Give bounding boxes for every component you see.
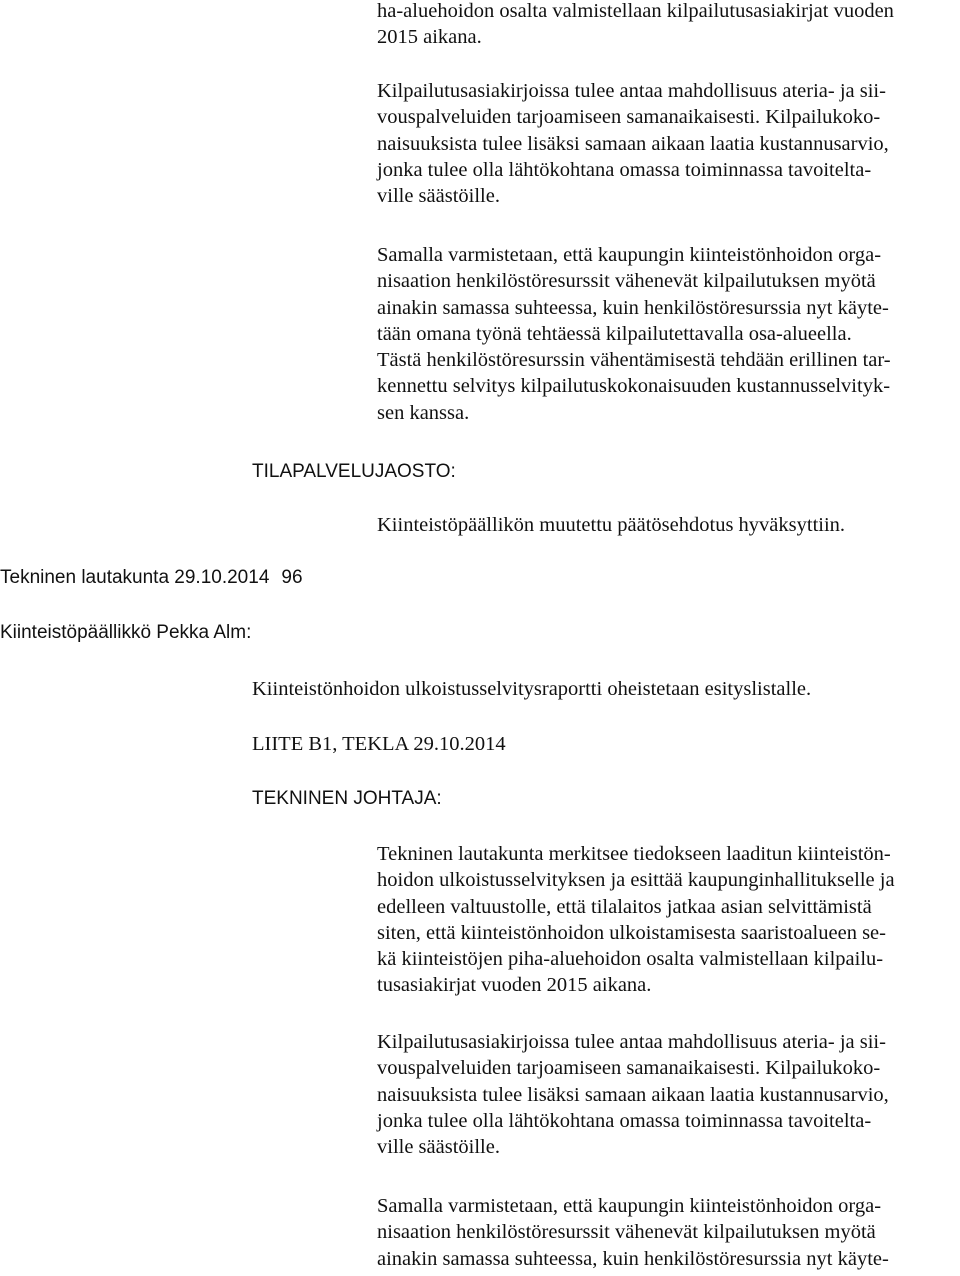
paragraph-personnel-resources: [377, 242, 891, 426]
text-line: ville säästöille.: [377, 1136, 500, 1159]
text-line: vouspalveluiden tarjoamiseen samanaikaisesti. Kilpailukoko-: [377, 1057, 881, 1080]
text-line: Samalla varmistetaan, että kaupungin kiinteistönhoidon orga-: [377, 1195, 882, 1217]
presenter-heading: Kiinteistöpäällikkö Pekka Alm:: [0, 622, 252, 643]
meeting-name: Tekninen lautakunta 29.10.2014: [0, 567, 270, 588]
text-line: kennettu selvitys kilpailutuskokonaisuuden kustannusselvityk-: [377, 375, 891, 398]
text-line: ha-aluehoidon osalta valmistellaan kilpailutusasiakirjat vuoden: [377, 0, 894, 22]
tekninen-johtaja-heading: TEKNINEN JOHTAJA:: [252, 788, 442, 809]
text-line: nisaation henkilöstöresurssit vähenevät kilpailutuksen myötä: [377, 270, 876, 293]
paragraph-competition-documents: [377, 78, 889, 209]
text-line: 2015 aikana.: [377, 26, 482, 49]
paragraph-personnel-resources-2: [377, 1193, 889, 1272]
decision-text: Kiinteistöpäällikön muutettu päätösehdotus hyväksyttiin.: [377, 514, 846, 536]
paragraph-continued: [377, 0, 894, 51]
text-line: jonka tulee olla lähtökohtana omassa toiminnassa tavoitelta-: [377, 1109, 872, 1132]
paragraph-competition-documents-2: [377, 1029, 889, 1160]
attachment-note: Kiinteistönhoidon ulkoistusselvitysraportti oheistetaan esityslistalle.: [252, 678, 812, 700]
text-line: Kilpailutusasiakirjoissa tulee antaa mahdollisuus ateria- ja sii-: [377, 1031, 886, 1053]
text-line: ainakin samassa suhteessa, kuin henkilöstöresurssia nyt käyte-: [377, 296, 889, 319]
text-line: ainakin samassa suhteessa, kuin henkilöstöresurssia nyt käyte-: [377, 1247, 889, 1270]
text-line: naisuuksista tulee lisäksi samaan aikaan laatia kustannusarvio,: [377, 1083, 889, 1106]
text-line: nisaation henkilöstöresurssit vähenevät kilpailutuksen myötä: [377, 1221, 876, 1244]
tilapalvelujaosto-heading: TILAPALVELUJAOSTO:: [252, 461, 456, 482]
text-line: hoidon ulkoistusselvityksen ja esittää kaupunginhallitukselle ja: [377, 869, 895, 892]
text-line: kä kiinteistöjen piha-aluehoidon osalta valmistellaan kilpailu-: [377, 948, 884, 971]
text-line: Tekninen lautakunta merkitsee tiedokseen laaditun kiinteistön-: [377, 843, 891, 865]
section-number: 96: [281, 567, 303, 588]
text-line: Samalla varmistetaan, että kaupungin kiinteistönhoidon orga-: [377, 244, 882, 266]
text-line: siten, että kiinteistönhoidon ulkoistamisesta saaristoalueen se-: [377, 921, 886, 944]
text-line: sen kanssa.: [377, 401, 470, 424]
text-line: edelleen valtuustolle, että tilalaitos jatkaa asian selvittämistä: [377, 895, 872, 918]
text-line: vouspalveluiden tarjoamiseen samanaikaisesti. Kilpailukoko-: [377, 106, 881, 129]
meeting-header: [0, 565, 303, 591]
text-line: tään omana työnä tehtäessä kilpailutettavalla osa-alueella.: [377, 322, 852, 345]
text-line: jonka tulee olla lähtökohtana omassa toiminnassa tavoitelta-: [377, 158, 872, 181]
paragraph-proposal: [377, 841, 895, 999]
text-line: naisuuksista tulee lisäksi samaan aikaan laatia kustannusarvio,: [377, 132, 889, 155]
attachment-reference: LIITE B1, TEKLA 29.10.2014: [252, 733, 506, 755]
text-line: tusasiakirjat vuoden 2015 aikana.: [377, 974, 652, 997]
text-line: Tästä henkilöstöresurssin vähentämisestä tehdään erillinen tar-: [377, 349, 891, 372]
text-line: Kilpailutusasiakirjoissa tulee antaa mahdollisuus ateria- ja sii-: [377, 80, 886, 102]
text-line: ville säästöille.: [377, 185, 500, 208]
